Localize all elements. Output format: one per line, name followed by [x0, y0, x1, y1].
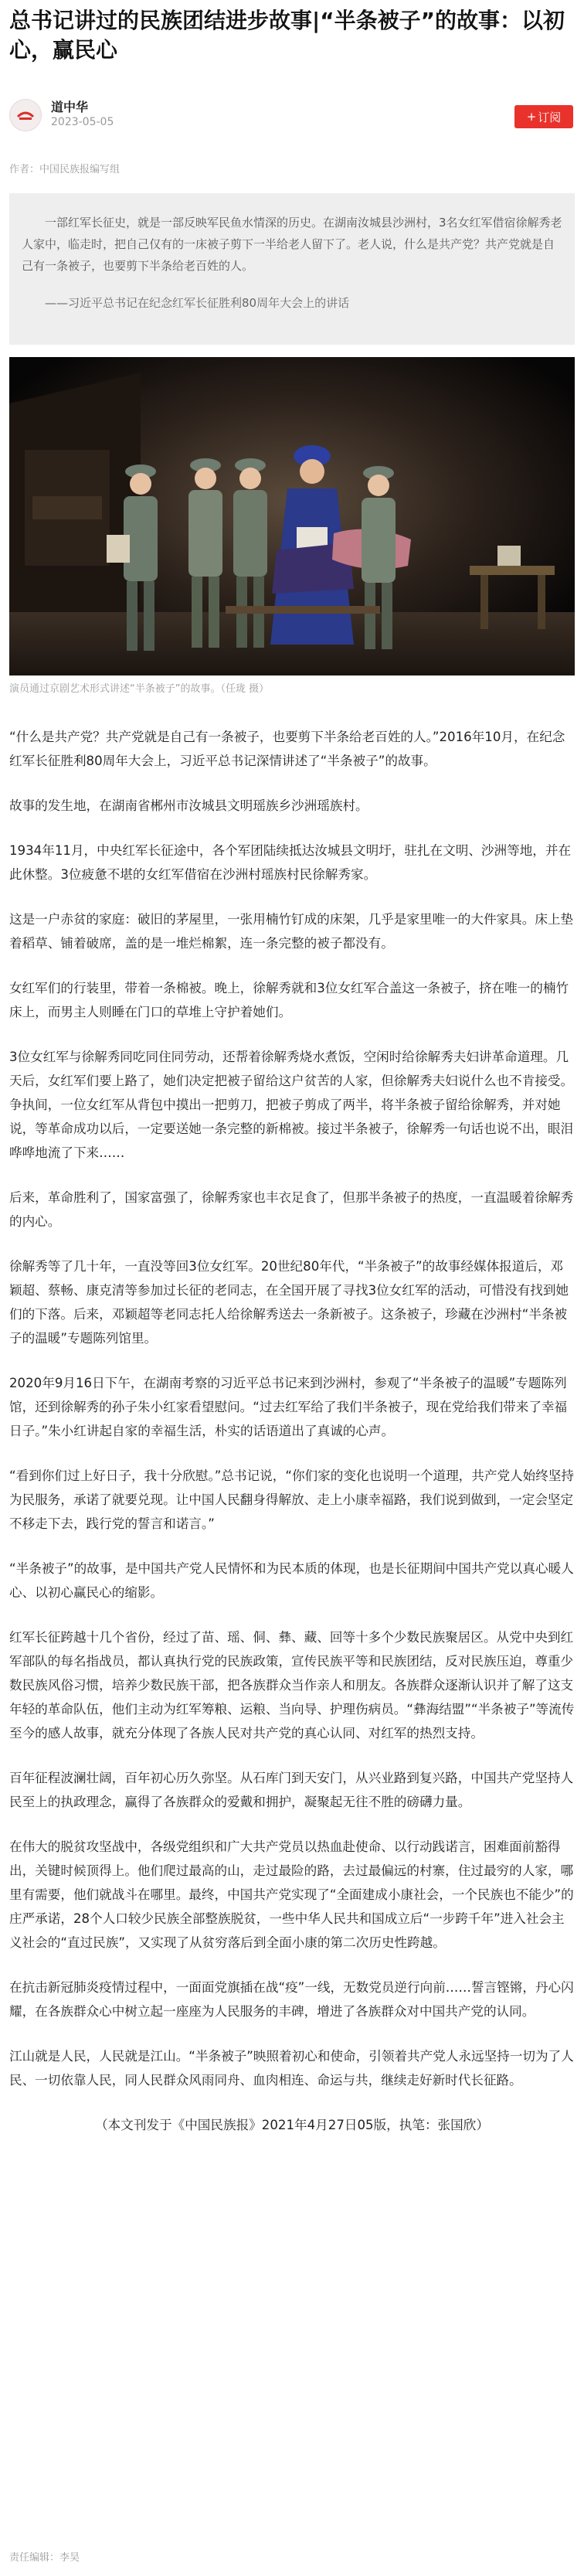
photo-caption: 演员通过京剧艺术形式讲述“半条被子”的故事。（任珑 摄）: [9, 683, 270, 695]
closing-note: （本文刊发于《中国民族报》2021年4月27日05版，执笔：张国欣）: [95, 2118, 489, 2132]
source-logo-icon[interactable]: [9, 99, 42, 131]
body-paragraph: 在伟大的脱贫攻坚战中，各级党组织和广大共产党员以热血赴使命、以行动践诺言，困难面前豁得出，关键时候顶得上。他们爬过最高的山，走过最险的路，去过最偏远的村寨，住过最穷的人家，哪里有需要，他们就战斗在哪里。最终，中国共产党实现了“全面建成小康社会，一个民族也不能少”的庄严承诺，28个人口较少民族全部整族脱贫，一些中华人民共和国成立后“一步跨千年”进入社会主义社会的“直过民族”，又实现了从贫穷落后到全面小康的第二次历史性跨越。: [9, 1839, 574, 1950]
quote-source: ——习近平总书记在纪念红军长征胜利80周年大会上的讲话: [45, 296, 350, 310]
follow-button-label: 订阅: [538, 110, 562, 124]
body-paragraph: 女红军们的行装里，带着一条棉被。晚上，徐解秀就和3位女红军合盖这一条被子，挤在唯一的楠竹床上，而男主人则睡在门口的草堆上守护着她们。: [9, 981, 569, 1019]
editor-line: 责任编辑：李昊: [9, 2552, 80, 2564]
body-paragraph: 这是一户赤贫的家庭：破旧的茅屋里，一张用楠竹钉成的床架，几乎是家里唯一的大件家具。床上垫着稻草、铺着破席，盖的是一堆烂棉絮，连一条完整的被子都没有。: [9, 912, 574, 951]
article-title: 总书记讲过的民族团结进步故事|“半条被子”的故事：以初心，赢民心: [9, 8, 565, 63]
body-paragraph: 1934年11月，中央红军长征途中，各个军团陆续抵达汝城县文明圩，驻扎在文明、沙洲等地，并在此休整。3位疲惫不堪的女红军借宿在沙洲村瑶族村民徐解秀家。: [9, 843, 572, 882]
stage-performance-image: [9, 357, 575, 675]
article-body: [9, 725, 575, 2158]
publish-date: 2023-05-05: [51, 116, 114, 128]
source-logo-mark-icon: [16, 109, 35, 121]
body-paragraph: “什么是共产党？共产党就是自己有一条被子，也要剪下半条给老百姓的人。”2016年10月，在纪念红军长征胜利80周年大会上，习近平总书记深情讲述了“半条被子”的故事。: [9, 730, 565, 768]
body-paragraph: 故事的发生地，在湖南省郴州市汝城县文明瑶族乡沙洲瑶族村。: [9, 798, 368, 813]
body-paragraph: 百年征程波澜壮阔，百年初心历久弥坚。从石库门到天安门，从兴业路到复兴路，中国共产党坚持人民至上的执政理念，赢得了各族群众的爱戴和拥护，凝聚起无往不胜的磅礴力量。: [9, 1771, 574, 1809]
follow-button[interactable]: [514, 105, 573, 128]
body-paragraph: 红军长征跨越十几个省份，经过了苗、瑶、侗、彝、藏、回等十多个少数民族聚居区。从党中央到红军部队的每名指战员，都认真执行党的民族政策，宣传民族平等和民族团结，反对民族压迫，尊重少数民族风俗习惯，培养少数民族干部，把各族群众当作亲人和朋友。各族群众逐渐认识并了解了这支年轻的革命队伍，他们主动为红军筹粮、运粮、当向导、护理伤病员。“彝海结盟”“半条被子”等流传至今的感人故事，就充分体现了各族人民对共产党的真心认同、对红军的热烈支持。: [9, 1630, 575, 1741]
body-paragraph: 2020年9月16日下午，在湖南考察的习近平总书记来到沙洲村，参观了“半条被子的温暖”专题陈列馆，还到徐解秀的孙子朱小红家看望慰问。“过去红军给了我们半条被子，现在党给我们带来了幸福日子。”朱小红讲起自家的幸福生活，朴实的话语道出了真诚的心声。: [9, 1376, 568, 1438]
body-paragraph: 在抗击新冠肺炎疫情过程中，一面面党旗插在战“疫”一线，无数党员逆行向前……誓言铿锵，丹心闪耀，在各族群众心中树立起一座座为人民服务的丰碑，增进了各族群众对中国共产党的认同。: [9, 1980, 574, 2019]
body-paragraph: 江山就是人民，人民就是江山。“半条被子”映照着初心和使命，引领着共产党人永远坚持一切为了人民、一切依靠人民，同人民群众风雨同舟、血肉相连、命运与共，继续走好新时代长征路。: [9, 2049, 574, 2088]
stage-photo: [9, 357, 575, 675]
body-paragraph: “半条被子”的故事，是中国共产党人民情怀和为民本质的体现，也是长征期间中国共产党以真心暖人心、以初心赢民心的缩影。: [9, 1561, 574, 1600]
body-paragraph: 后来，革命胜利了，国家富强了，徐解秀家也丰衣足食了，但那半条被子的热度，一直温暖着徐解秀的内心。: [9, 1190, 574, 1229]
author-line: 作者：中国民族报编写组: [9, 164, 121, 175]
source-row: [9, 93, 575, 136]
plus-icon: +: [526, 110, 537, 124]
body-paragraph: 3位女红军与徐解秀同吃同住同劳动，还帮着徐解秀烧水煮饭，空闲时给徐解秀夫妇讲革命道理。几天后，女红军们要上路了，她们决定把被子留给这户贫苦的人家，但徐解秀夫妇说什么也不肯接受。争执间，一位女红军从背包中摸出一把剪刀，把被子剪成了两半，将半条被子留给徐解秀，并对她说，等革命成功以后，一定要送她一条完整的新棉被。接过半条被子，徐解秀一句话也说不出，眼泪哗哗地流了下来……: [9, 1050, 574, 1160]
body-paragraph: “看到你们过上好日子，我十分欣慰。”总书记说，“你们家的变化也说明一个道理，共产党人始终坚持为民服务，承诺了就要兑现。让中国人民翻身得解放、走上小康幸福路，我们说到做到，一定会坚定不移走下去，践行党的誓言和诺言。”: [9, 1468, 575, 1531]
body-paragraph: 徐解秀等了几十年，一直没等回3位女红军。20世纪80年代，“半条被子”的故事经媒体报道后，邓颖超、蔡畅、康克清等参加过长征的老同志，在全国开展了寻找3位女红军的活动，可惜没有找到她们的下落。后来，邓颖超等老同志托人给徐解秀送去一条新被子。这条被子，珍藏在沙洲村“半条被子的温暖”专题陈列馆里。: [9, 1259, 569, 1346]
quote-box: [9, 193, 575, 345]
source-name[interactable]: 道中华: [51, 100, 89, 114]
quote-text: 一部红军长征史，就是一部反映军民鱼水情深的历史。在湖南汝城县沙洲村，3名女红军借宿徐解秀老人家中，临走时，把自己仅有的一床被子剪下一半给老人留下了。老人说，什么是共产党？共产党就是自己有一条被子，也要剪下半条给老百姓的人。: [22, 216, 562, 273]
